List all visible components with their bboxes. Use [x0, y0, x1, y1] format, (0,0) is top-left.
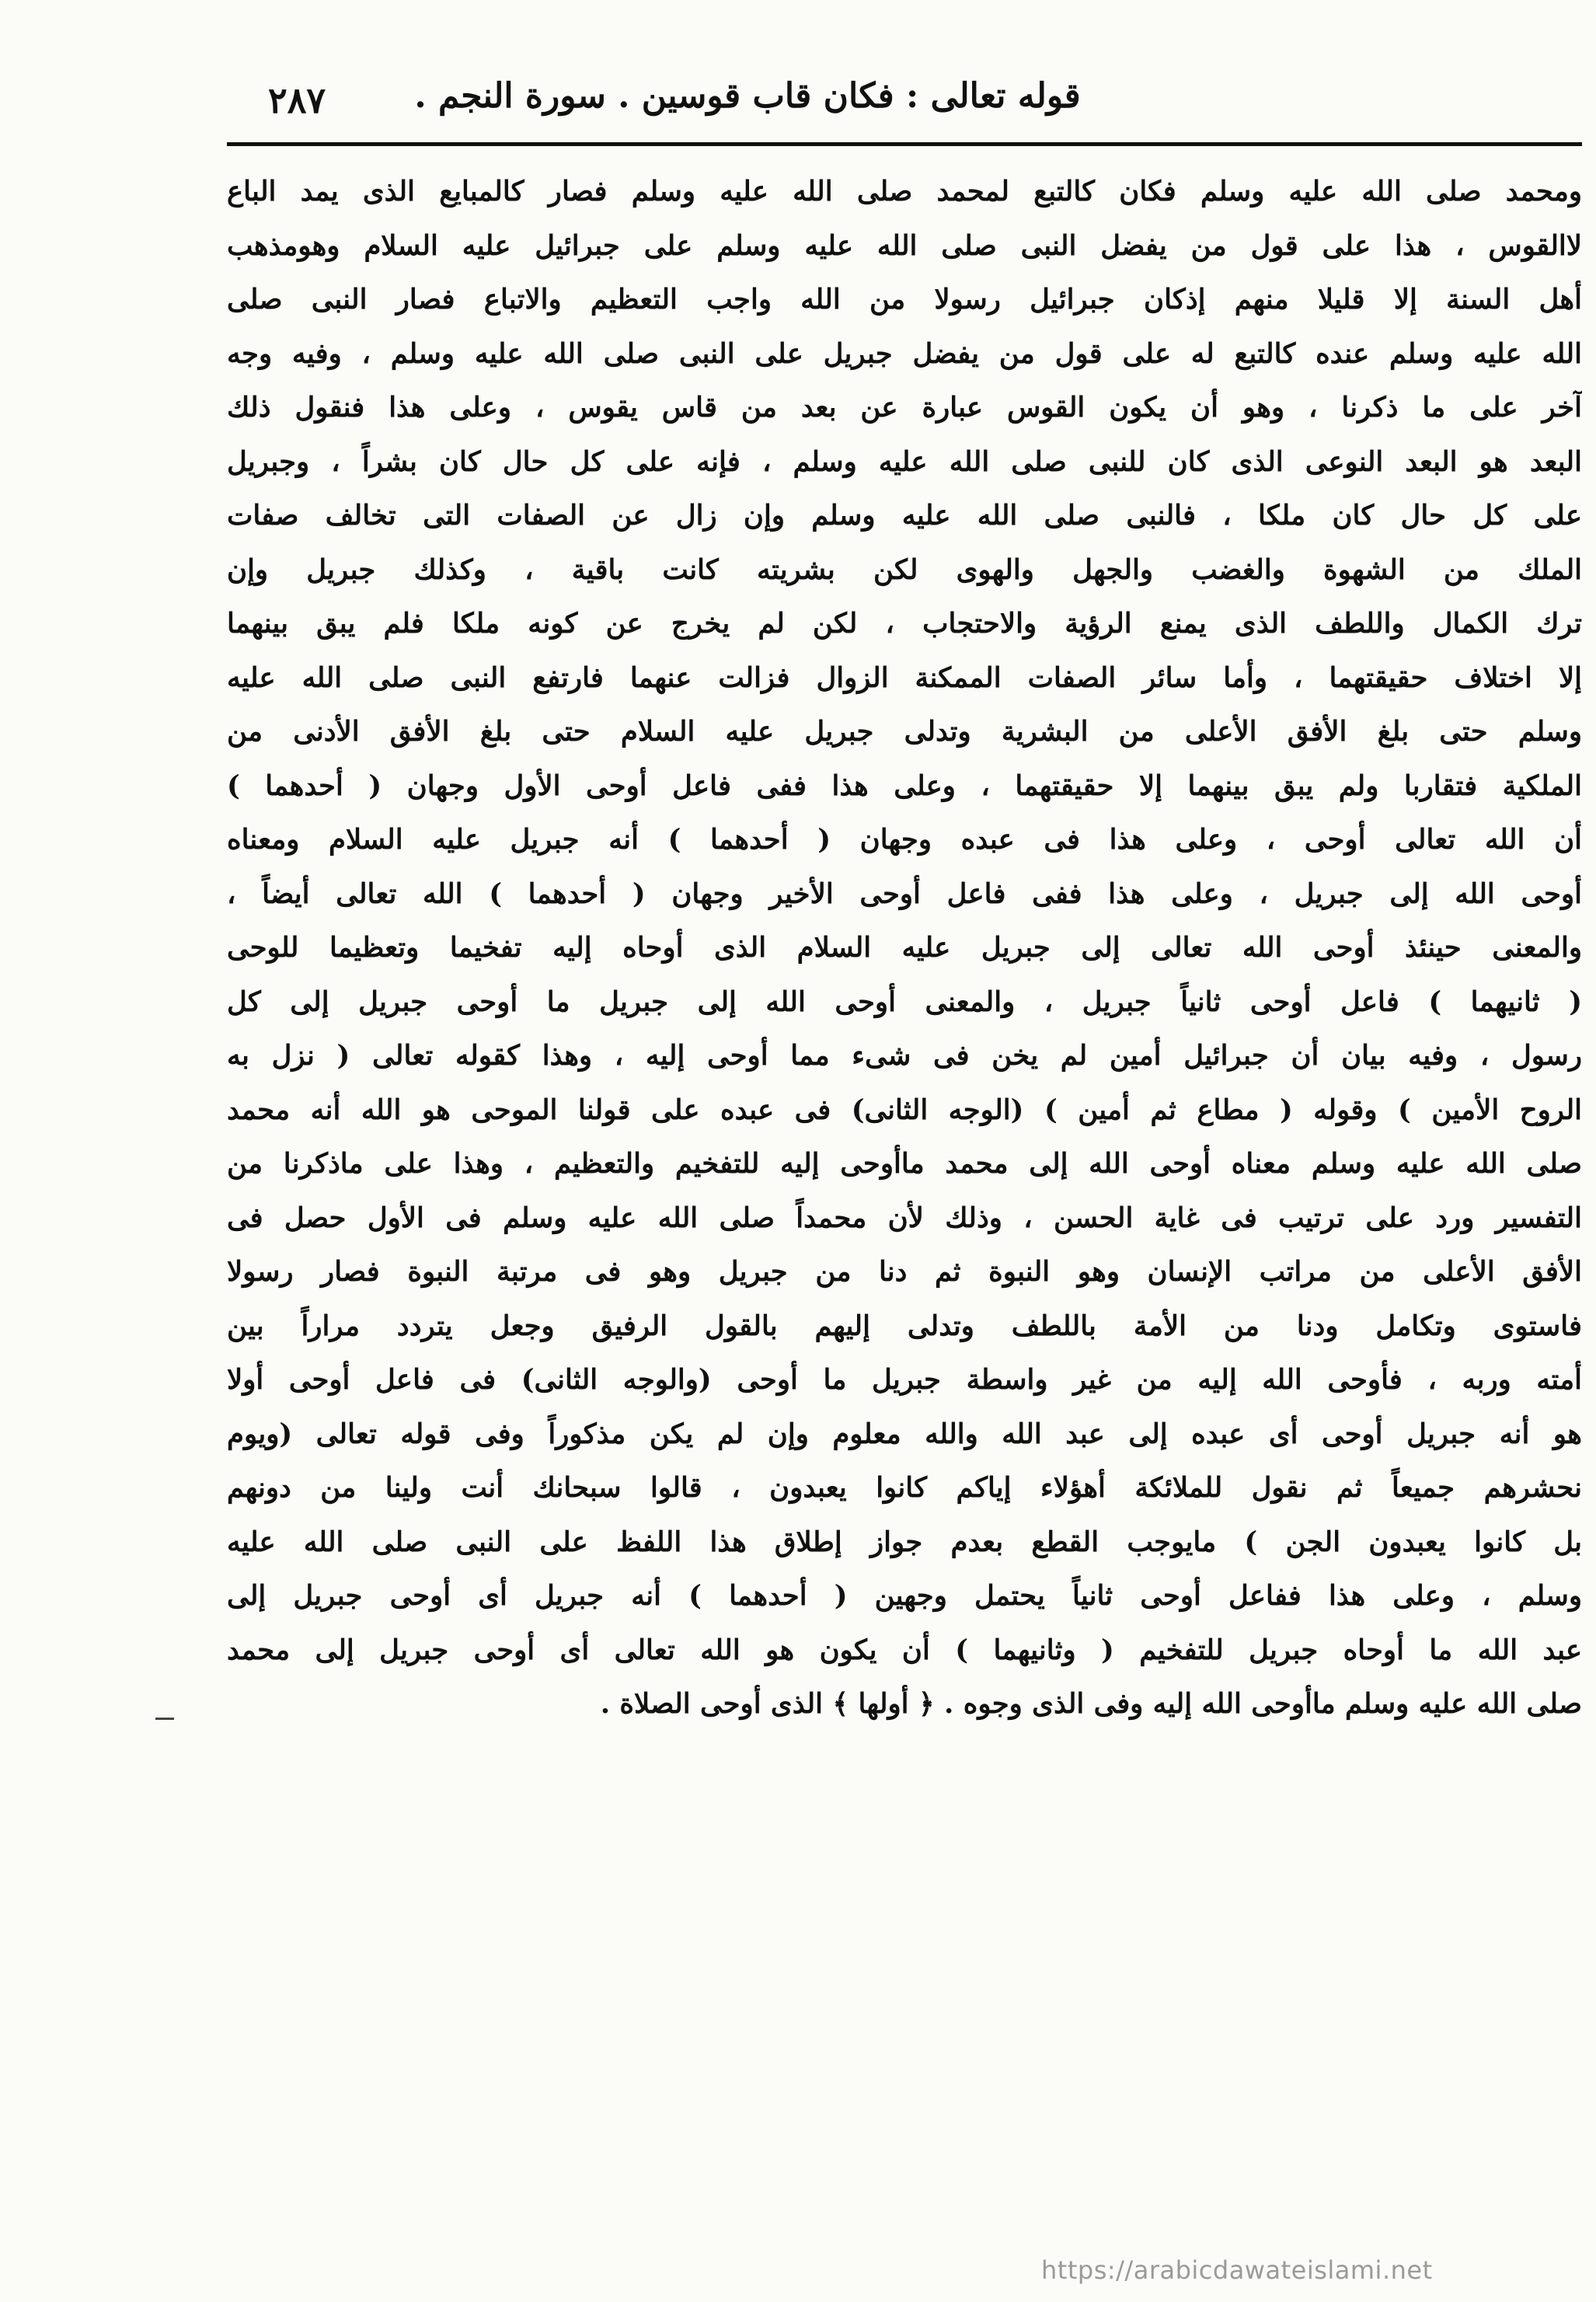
body-text — [227, 165, 1582, 1732]
text-line: التفسير ورد على ترتيب فى غاية الحسن ، وذلك لأن محمداً صلى الله عليه وسلم فى الأول حصل فى — [227, 1202, 1582, 1234]
text-line: ترك الكمال واللطف الذى يمنع الرؤية والاحتجاب ، لكن لم يخرج عن كونه ملكا فلم يبق بينهما — [227, 608, 1582, 640]
text-line: أهل السنة إلا قليلا منهم إذكان جبرائيل رسولا من الله واجب التعظيم والاتباع فصار النبى صلى — [227, 284, 1582, 316]
text-line: الروح الأمين ) وقوله ( مطاع ثم أمين ) (الوجه الثانى) فى عبده على قولنا الموحى هو الله أنه محمد — [227, 1093, 1582, 1126]
text-line: أوحى الله إلى جبريل ، وعلى هذا ففى فاعل أوحى الأخير وجهان ( أحدهما ) الله تعالى أيضاً ، — [227, 877, 1582, 910]
header-rule — [227, 142, 1582, 146]
page-number: ٢٨٧ — [268, 79, 326, 121]
text-line: وسلم ، وعلى هذا ففاعل أوحى ثانياً يحتمل وجهين ( أحدهما ) أنه جبريل أى أوحى جبريل إلى — [227, 1580, 1582, 1612]
text-line: صلى الله عليه وسلم معناه أوحى الله إلى محمد ماأوحى إليه للتفخيم والتعظيم ، وهذا على ماذكرنا من — [227, 1148, 1582, 1180]
text-line: على كل حال كان ملكا ، فالنبى صلى الله عليه وسلم وإن زال عن الصفات التى تخالف صفات — [227, 500, 1582, 532]
text-line: الأفق الأعلى من مراتب الإنسان وهو النبوة ثم دنا من جبريل وهو فى مرتبة النبوة فصار رسولا — [227, 1256, 1582, 1288]
text-line: نحشرهم جميعاً ثم نقول للملائكة أهؤلاء إياكم كانوا يعبدون ، قالوا سبحانك أنت ولينا من دونهم — [227, 1472, 1582, 1504]
running-title: قوله تعالى : فكان قاب قوسين . سورة النجم . — [414, 75, 1081, 116]
text-line: إلا اختلاف حقيقتهما ، وأما سائر الصفات الممكنة الزوال فزالت عنهما فارتفع النبى صلى الله عليه — [227, 661, 1582, 694]
source-watermark: https://arabicdawateislami.net — [1041, 2255, 1433, 2285]
text-line: ( ثانيهما ) فاعل أوحى ثانياً جبريل ، والمعنى أوحى الله إلى جبريل ما أوحى جبريل إلى كل — [227, 985, 1582, 1018]
text-line: والمعنى حينئذ أوحى الله تعالى إلى جبريل عليه السلام الذى أوحاه إليه تفخيما وتعظيما للوحى — [227, 932, 1582, 964]
text-line: البعد هو البعد النوعى الذى كان للنبى صلى الله عليه وسلم ، فإنه على كل حال كان بشراً ، وجبريل — [227, 445, 1582, 478]
text-line: أن الله تعالى أوحى ، وعلى هذا فى عبده وجهان ( أحدهما ) أنه جبريل عليه السلام ومعناه — [227, 824, 1582, 856]
text-line: الملكية فتقاربا ولم يبق بينهما إلا حقيقتهما ، وعلى هذا ففى فاعل أوحى الأول وجهان ( أحدهما ) — [227, 769, 1582, 802]
text-line: فاستوى وتكامل ودنا من الأمة باللطف وتدلى إليهم بالقول الرفيق وجعل يتردد مراراً بين — [227, 1310, 1582, 1342]
text-line: أمته وربه ، فأوحى الله إليه من غير واسطة جبريل ما أوحى (والوجه الثانى) فى فاعل أوحى أولا — [227, 1364, 1582, 1396]
text-line: لاالقوس ، هذا على قول من يفضل النبى صلى الله عليه وسلم على جبرائيل عليه السلام وهومذهب — [227, 229, 1582, 262]
margin-mark — [155, 1718, 174, 1720]
text-line: آخر على ما ذكرنا ، وهو أن يكون القوس عبارة عن بعد من قاس يقوس ، وعلى هذا فنقول ذلك — [227, 392, 1582, 424]
text-line: ومحمد صلى الله عليه وسلم فكان كالتبع لمحمد صلى الله عليه وسلم فصار كالمبايع الذى يمد الباع — [227, 176, 1582, 208]
text-line: الملك من الشهوة والغضب والجهل والهوى لكن بشريته كانت باقية ، وكذلك جبريل وإن — [227, 553, 1582, 586]
text-line: صلى الله عليه وسلم ماأوحى الله إليه وفى الذى وجوه . ﴿ أولها ﴾ الذى أوحى الصلاة . — [600, 1688, 1582, 1720]
text-line: وسلم حتى بلغ الأفق الأعلى من البشرية وتدلى جبريل عليه السلام حتى بلغ الأفق الأدنى من — [227, 716, 1582, 748]
text-line: بل كانوا يعبدون الجن ) مايوجب القطع بعدم جواز إطلاق هذا اللفظ على النبى صلى الله عليه — [227, 1526, 1582, 1558]
text-line: هو أنه جبريل أوحى أى عبده إلى عبد الله والله معلوم وإن لم يكن مذكوراً وفى قوله تعالى (ويوم — [227, 1418, 1582, 1450]
text-line: عبد الله ما أوحاه جبريل للتفخيم ( وثانيهما ) أن يكون هو الله تعالى أى أوحى جبريل إلى محمد — [227, 1634, 1582, 1666]
text-line: رسول ، وفيه بيان أن جبرائيل أمين لم يخن فى شىء مما أوحى إليه ، وهذا كقوله تعالى ( نزل به — [227, 1040, 1582, 1072]
text-line: الله عليه وسلم عنده كالتبع له على قول من يفضل جبريل على النبى صلى الله عليه وسلم ، وفيه وجه — [227, 337, 1582, 370]
